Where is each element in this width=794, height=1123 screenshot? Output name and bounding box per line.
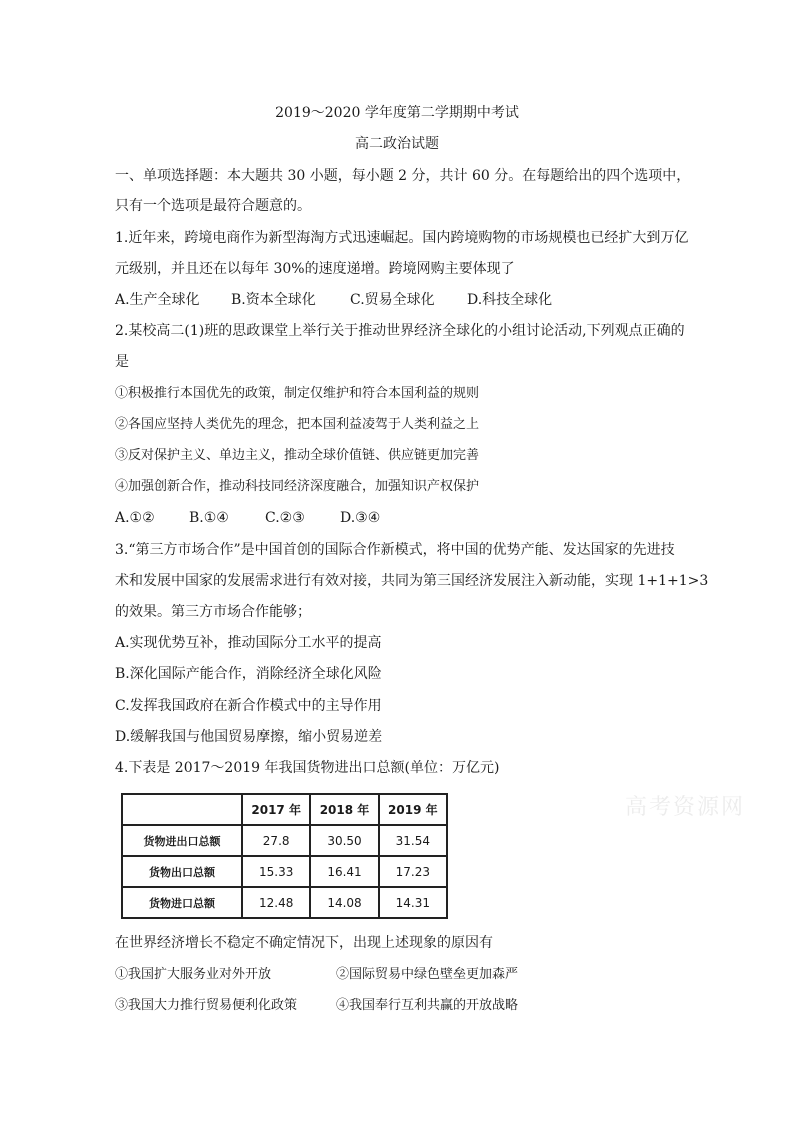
question-2-line-1: 2.某校高二(1)班的思政课堂上举行关于推动世界经济全球化的小组讨论活动,下列观点正确的 [115, 323, 685, 339]
question-2-option-d: D.③④ [340, 510, 381, 526]
table-row-label: 货物进口总额 [122, 887, 242, 918]
table-header-cell: 2017 年 [242, 794, 310, 825]
question-2-item-3: ③反对保护主义、单边主义，推动全球价值链、供应链更加完善 [115, 448, 480, 463]
question-3-line-3: 的效果。第三方市场合作能够； [115, 604, 311, 620]
table-row [122, 887, 447, 918]
exam-subtitle: 高二政治试题 [355, 136, 439, 152]
table-cell: 16.41 [310, 856, 378, 887]
table-cell: 27.8 [242, 825, 310, 856]
table-row [122, 825, 447, 856]
table-header-cell: 2019 年 [379, 794, 447, 825]
question-3-option-a: A.实现优势互补，推动国际分工水平的提高 [115, 635, 382, 651]
question-1-line-2: 元级别，并且还在以每年 30%的速度递增。跨境网购主要体现了 [115, 261, 515, 277]
question-1-option-b: B.资本全球化 [231, 292, 316, 308]
question-3-line-1: 3.“第三方市场合作”是中国首创的国际合作新模式，将中国的优势产能、发达国家的先进技 [115, 542, 675, 558]
question-4-item-2: ②国际贸易中绿色壁垒更加森严 [336, 967, 519, 982]
question-4-line-2: 在世界经济增长不稳定不确定情况下，出现上述现象的原因有 [115, 935, 493, 951]
question-2-option-b: B.①④ [189, 510, 229, 526]
question-3-option-c: C.发挥我国政府在新合作模式中的主导作用 [115, 698, 382, 714]
question-1-option-a: A.生产全球化 [115, 292, 200, 308]
question-3-line-2: 术和发展中国家的发展需求进行有效对接，共同为第三国经济发展注入新动能，实现 1+1+1>3 [115, 573, 709, 589]
question-3-option-d: D.缓解我国与他国贸易摩擦，缩小贸易逆差 [115, 729, 383, 745]
table-header-cell [122, 794, 242, 825]
table-header-cell: 2018 年 [310, 794, 378, 825]
watermark: 高考资源网 [625, 795, 746, 820]
question-4-line-1: 4.下表是 2017～2019 年我国货物进出口总额(单位：万亿元) [115, 760, 500, 776]
question-2-item-4: ④加强创新合作，推动科技同经济深度融合，加强知识产权保护 [115, 479, 480, 494]
question-1-option-d: D.科技全球化 [467, 292, 553, 308]
question-4-item-1: ①我国扩大服务业对外开放 [115, 967, 272, 982]
question-4-item-3: ③我国大力推行贸易便利化政策 [115, 998, 298, 1013]
table-cell: 31.54 [379, 825, 447, 856]
table-header-row [122, 794, 447, 825]
table-cell: 15.33 [242, 856, 310, 887]
table-cell: 14.31 [379, 887, 447, 918]
question-2-item-2: ②各国应坚持人类优先的理念，把本国利益凌驾于人类利益之上 [115, 417, 480, 432]
section-instruction-line-1: 一、单项选择题：本大题共 30 小题，每小题 2 分，共计 60 分。在每题给出的四个选项中， [115, 168, 691, 184]
question-3-option-b: B.深化国际产能合作，消除经济全球化风险 [115, 666, 382, 682]
question-2-option-a: A.①② [115, 510, 155, 526]
question-1-line-1: 1.近年来，跨境电商作为新型海淘方式迅速崛起。国内跨境购物的市场规模也已经扩大到万亿 [115, 230, 689, 246]
table-cell: 17.23 [379, 856, 447, 887]
table-cell: 14.08 [310, 887, 378, 918]
question-1-option-c: C.贸易全球化 [350, 292, 435, 308]
question-4-item-4: ④我国奉行互利共赢的开放战略 [336, 998, 519, 1013]
exam-title: 2019～2020 学年度第二学期期中考试 [275, 105, 519, 121]
trade-table [121, 793, 448, 919]
table-cell: 30.50 [310, 825, 378, 856]
table-row-label: 货物出口总额 [122, 856, 242, 887]
table-row-label: 货物进出口总额 [122, 825, 242, 856]
table-cell: 12.48 [242, 887, 310, 918]
question-2-line-2: 是 [115, 354, 129, 370]
table-row [122, 856, 447, 887]
question-2-option-c: C.②③ [265, 510, 305, 526]
section-instruction-line-2: 只有一个选项是最符合题意的。 [115, 198, 311, 214]
question-2-item-1: ①积极推行本国优先的政策，制定仅维护和符合本国利益的规则 [115, 386, 480, 401]
